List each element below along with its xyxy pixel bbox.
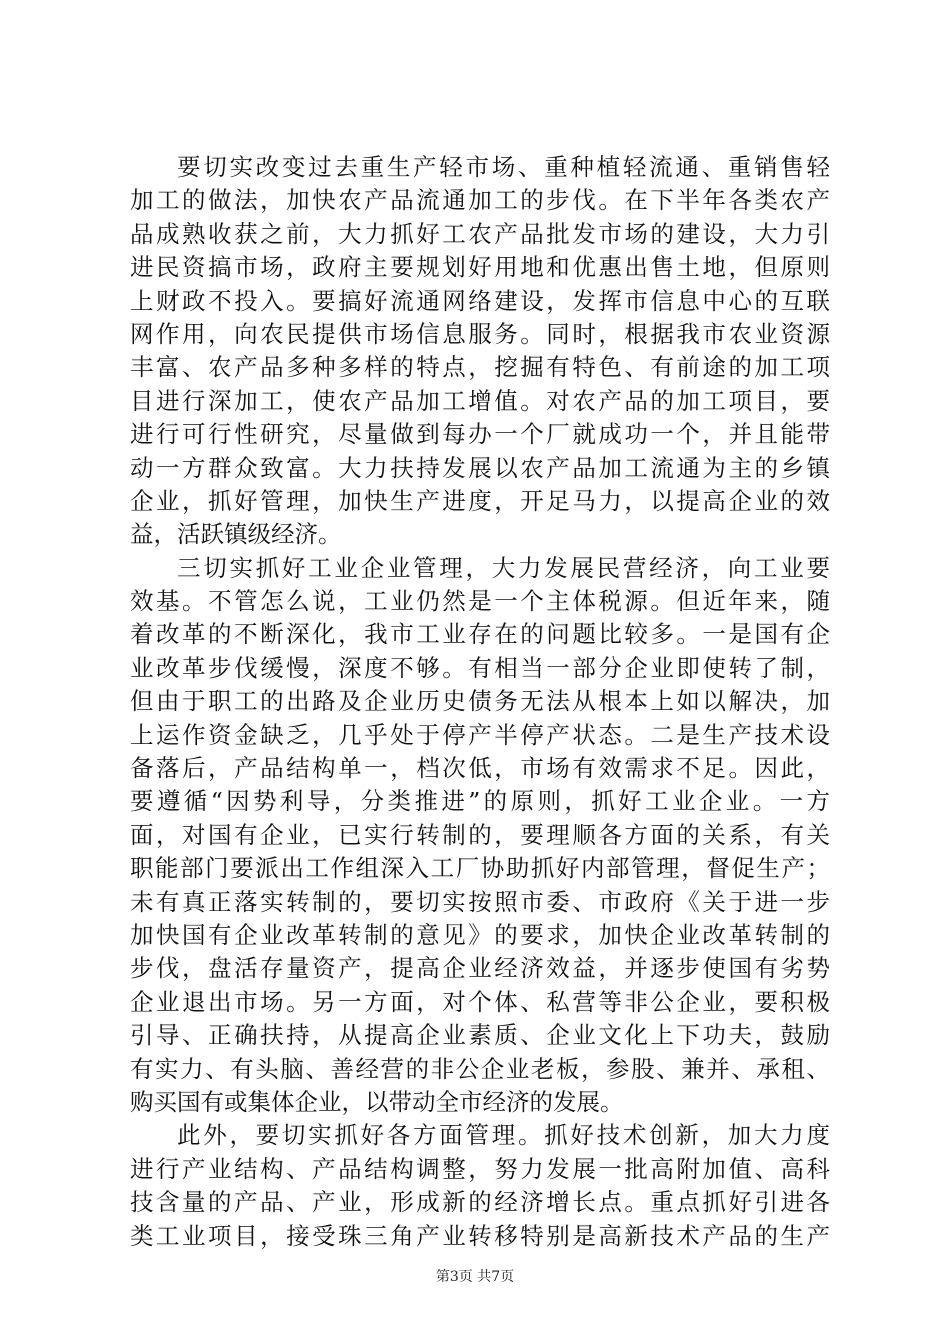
body-text-line: 未有真正落实转制的，要切实按照市委、市政府《关于进一步 (130, 887, 830, 916)
body-text-line: 有实力、有头脑、善经营的非公企业老板，参股、兼并、承租、 (130, 1054, 830, 1083)
body-text-line: 面，对国有企业，已实行转制的，要理顺各方面的关系，有关 (130, 820, 830, 849)
body-text-line: 企业，抓好管理，加快生产进度，开足马力，以提高企业的效 (130, 486, 830, 515)
body-text-line: 三切实抓好工业企业管理，大力发展民营经济，向工业要 (177, 553, 830, 582)
body-text-line: 备落后，产品结构单一，档次低，市场有效需求不足。因此， (130, 754, 830, 783)
body-text-line: 品成熟收获之前，大力抓好工农产品批发市场的建设，大力引 (130, 219, 830, 248)
body-text-line: 引导、正确扶持，从提高企业素质、企业文化上下功夫，鼓励 (130, 1021, 830, 1050)
body-text-line: 此外，要切实抓好各方面管理。抓好技术创新，加大力度 (177, 1121, 830, 1150)
body-text-line: 上财政不投入。要搞好流通网络建设，发挥市信息中心的互联 (130, 286, 830, 315)
document-body (130, 151, 830, 1253)
body-text-line: 目进行深加工，使农产品加工增值。对农产品的加工项目，要 (130, 386, 830, 415)
body-text-line: 丰富、农产品多种多样的特点，挖掘有特色、有前途的加工项 (130, 353, 830, 382)
body-text-line: 企业退出市场。另一方面，对个体、私营等非公企业，要积极 (130, 987, 830, 1016)
body-text-line: 着改革的不断深化，我市工业存在的问题比较多。一是国有企 (130, 620, 830, 649)
body-text-line: 加工的做法，加快农产品流通加工的步伐。在下半年各类农产 (130, 186, 830, 215)
body-text-line: 进行产业结构、产品结构调整，努力发展一批高附加值、高科 (130, 1154, 830, 1183)
body-text-line: 业改革步伐缓慢，深度不够。有相当一部分企业即使转了制， (130, 653, 830, 682)
body-text-line: 动一方群众致富。大力扶持发展以农产品加工流通为主的乡镇 (130, 453, 830, 482)
body-text-line: 要切实改变过去重生产轻市场、重种植轻流通、重销售轻 (177, 153, 830, 181)
body-text-line: 要遵循“因势利导，分类推进”的原则，抓好工业企业。一方 (130, 787, 830, 816)
body-text-line: 效基。不管怎么说，工业仍然是一个主体税源。但近年来，随 (130, 587, 830, 616)
body-text-line: 进行可行性研究，尽量做到每办一个厂就成功一个，并且能带 (130, 420, 830, 449)
page-footer: 第3页 共7页 (435, 1269, 515, 1285)
body-text-line: 类工业项目，接受珠三角产业转移特别是高新技术产品的生产 (130, 1221, 830, 1250)
body-text-line: 但由于职工的出路及企业历史债务无法从根本上如以解决，加 (130, 687, 830, 716)
body-text-line: 步伐，盘活存量资产，提高企业经济效益，并逐步使国有劣势 (130, 954, 830, 983)
body-text-line: 购买国有或集体企业，以带动全市经济的发展。 (130, 1087, 624, 1116)
body-text-line: 职能部门要派出工作组深入工厂协助抓好内部管理，督促生产； (130, 854, 830, 883)
body-text-line: 进民资搞市场，政府主要规划好用地和优惠出售土地，但原则 (130, 253, 830, 282)
body-text-line: 上运作资金缺乏，几乎处于停产半停产状态。二是生产技术设 (130, 720, 830, 749)
body-text-line: 加快国有企业改革转制的意见》的要求，加快企业改革转制的 (130, 920, 830, 949)
body-text-line: 技含量的产品、产业，形成新的经济增长点。重点抓好引进各 (130, 1188, 830, 1217)
body-text-line: 网作用，向农民提供市场信息服务。同时，根据我市农业资源 (130, 319, 830, 348)
body-text-line: 益，活跃镇级经济。 (130, 520, 342, 549)
